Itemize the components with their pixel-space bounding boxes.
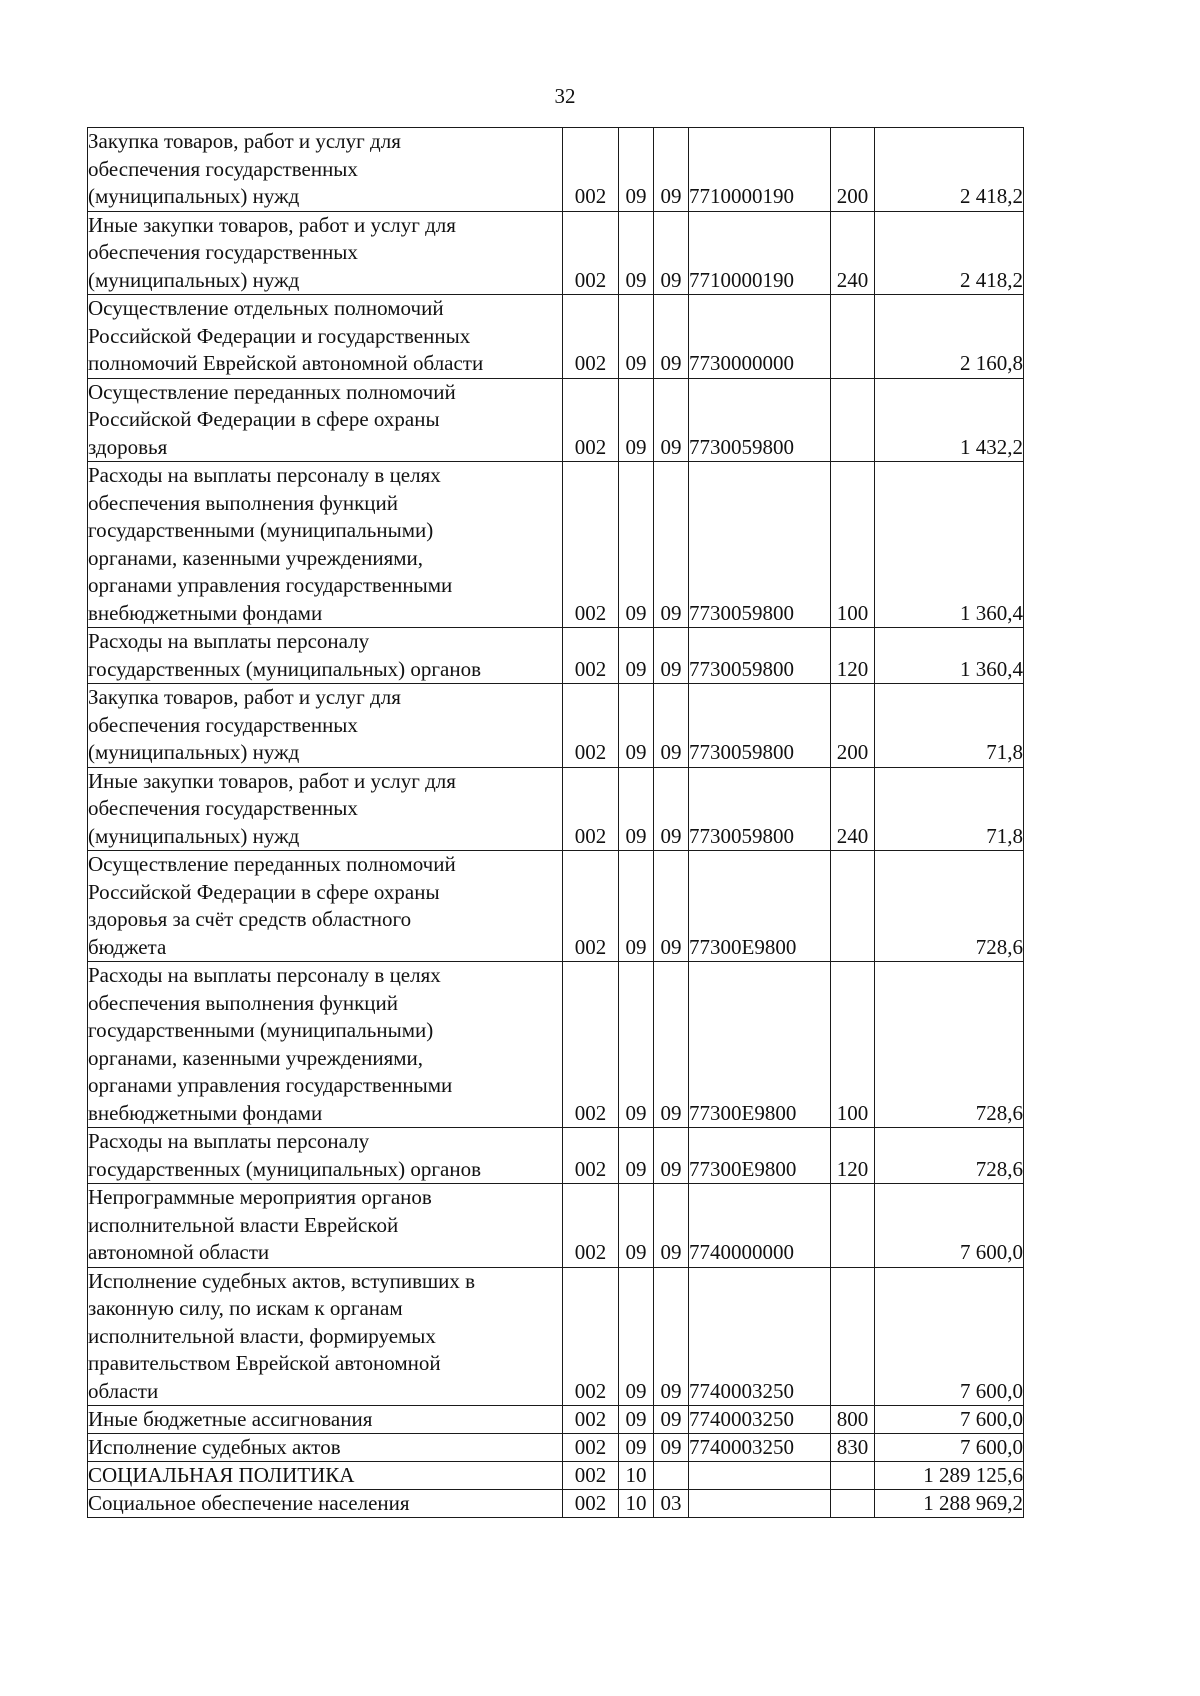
item-name-line: Осуществление отдельных полномочий	[88, 296, 444, 320]
item-name-cell	[88, 378, 563, 462]
razdel-cell: 10	[619, 1462, 654, 1490]
amount-cell: 1 360,4	[875, 628, 1024, 684]
podrazdel-cell: 09	[654, 962, 689, 1128]
item-name-line: правительством Еврейской автономной	[88, 1351, 441, 1375]
expense-type-cell: 100	[831, 962, 875, 1128]
razdel-cell: 09	[619, 295, 654, 379]
item-name-line: обеспечения государственных	[88, 156, 358, 181]
table-row	[88, 1490, 1024, 1518]
podrazdel-cell: 09	[654, 211, 689, 295]
expense-type-cell: 120	[831, 628, 875, 684]
item-name-cell	[88, 295, 563, 379]
item-name-line: органами управления государственными	[88, 1073, 453, 1097]
item-name-line: (муниципальных) нужд	[88, 184, 300, 208]
target-article-cell: 7740003250	[689, 1434, 831, 1462]
target-article-cell: 7740000000	[689, 1184, 831, 1268]
podrazdel-cell: 09	[654, 1406, 689, 1434]
vedomstvo-cell: 002	[563, 1406, 619, 1434]
item-name-cell	[88, 851, 563, 962]
item-name-cell	[88, 767, 563, 851]
amount-cell: 2 418,2	[875, 211, 1024, 295]
item-name-line: Расходы на выплаты персоналу	[88, 1129, 370, 1153]
item-name-cell	[88, 211, 563, 295]
amount-cell: 728,6	[875, 851, 1024, 962]
podrazdel-cell: 09	[654, 1128, 689, 1184]
vedomstvo-cell: 002	[563, 1462, 619, 1490]
amount-cell: 71,8	[875, 684, 1024, 768]
target-article-cell: 7730059800	[689, 767, 831, 851]
vedomstvo-cell: 002	[563, 684, 619, 768]
target-article-cell: 7730059800	[689, 462, 831, 628]
table-row	[88, 684, 1024, 768]
table-row	[88, 128, 1024, 212]
item-name-cell	[88, 1128, 563, 1184]
item-name-line: Иные бюджетные ассигнования	[88, 1407, 373, 1431]
table-row	[88, 767, 1024, 851]
razdel-cell: 10	[619, 1490, 654, 1518]
razdel-cell: 09	[619, 1128, 654, 1184]
razdel-cell: 09	[619, 1267, 654, 1406]
podrazdel-cell: 09	[654, 378, 689, 462]
razdel-cell: 09	[619, 628, 654, 684]
amount-cell: 728,6	[875, 962, 1024, 1128]
expense-type-cell: 240	[831, 767, 875, 851]
target-article-cell: 7730059800	[689, 684, 831, 768]
target-article-cell: 77300Е9800	[689, 851, 831, 962]
razdel-cell: 09	[619, 962, 654, 1128]
amount-cell: 7 600,0	[875, 1267, 1024, 1406]
target-article-cell: 7730059800	[689, 378, 831, 462]
item-name-line: обеспечения выполнения функций	[88, 990, 399, 1015]
item-name-line: внебюджетными фондами	[88, 600, 323, 625]
podrazdel-cell: 09	[654, 1184, 689, 1268]
item-name-line: Непрограммные мероприятия органов	[88, 1185, 432, 1209]
vedomstvo-cell: 002	[563, 128, 619, 212]
expense-type-cell	[831, 1490, 875, 1518]
amount-cell: 1 289 125,6	[875, 1462, 1024, 1490]
table-row	[88, 462, 1024, 628]
item-name-cell	[88, 1184, 563, 1268]
amount-cell: 2 160,8	[875, 295, 1024, 379]
amount-cell: 7 600,0	[875, 1434, 1024, 1462]
target-article-cell: 77300Е9800	[689, 962, 831, 1128]
podrazdel-cell: 09	[654, 462, 689, 628]
podrazdel-cell: 09	[654, 851, 689, 962]
item-name-cell	[88, 462, 563, 628]
item-name-line: Российской Федерации в сфере охраны	[88, 879, 440, 904]
budget-table	[87, 127, 1024, 1518]
table-row	[88, 1462, 1024, 1490]
razdel-cell: 09	[619, 684, 654, 768]
item-name-line: исполнительной власти Еврейской	[88, 1212, 399, 1237]
expense-type-cell: 120	[831, 1128, 875, 1184]
item-name-line: Исполнение судебных актов	[88, 1435, 341, 1459]
item-name-line: Осуществление переданных полномочий	[88, 379, 456, 404]
target-article-cell: 77300Е9800	[689, 1128, 831, 1184]
item-name-line: (муниципальных) нужд	[88, 267, 300, 292]
item-name-line: органами управления государственными	[88, 573, 453, 597]
podrazdel-cell: 09	[654, 128, 689, 212]
vedomstvo-cell: 002	[563, 211, 619, 295]
item-name-line: государственных (муниципальных) органов	[88, 656, 482, 681]
podrazdel-cell: 09	[654, 295, 689, 379]
expense-type-cell	[831, 295, 875, 379]
item-name-line: внебюджетными фондами	[88, 1100, 323, 1125]
item-name-line: (муниципальных) нужд	[88, 823, 300, 848]
item-name-line: Иные закупки товаров, работ и услуг для	[88, 212, 456, 237]
page-number: 32	[554, 84, 576, 108]
amount-cell: 728,6	[875, 1128, 1024, 1184]
item-name-cell	[88, 1434, 563, 1462]
item-name-line: Социальное обеспечение населения	[88, 1491, 410, 1515]
expense-type-cell: 100	[831, 462, 875, 628]
amount-cell: 1 432,2	[875, 378, 1024, 462]
item-name-cell	[88, 684, 563, 768]
item-name-line: законную силу, по искам к органам	[88, 1296, 403, 1320]
target-article-cell: 7740003250	[689, 1267, 831, 1406]
table-row	[88, 378, 1024, 462]
razdel-cell: 09	[619, 1184, 654, 1268]
item-name-line: Осуществление переданных полномочий	[88, 852, 456, 876]
podrazdel-cell: 09	[654, 1267, 689, 1406]
vedomstvo-cell: 002	[563, 1434, 619, 1462]
item-name-line: СОЦИАЛЬНАЯ ПОЛИТИКА	[88, 1463, 355, 1487]
item-name-line: обеспечения государственных	[88, 712, 358, 737]
razdel-cell: 09	[619, 1406, 654, 1434]
razdel-cell: 09	[619, 1434, 654, 1462]
podrazdel-cell: 09	[654, 628, 689, 684]
item-name-line: Иные закупки товаров, работ и услуг для	[88, 768, 456, 793]
item-name-line: бюджета	[88, 934, 167, 959]
vedomstvo-cell: 002	[563, 1490, 619, 1518]
expense-type-cell	[831, 1462, 875, 1490]
item-name-cell	[88, 1462, 563, 1490]
podrazdel-cell: 09	[654, 1434, 689, 1462]
expense-type-cell	[831, 378, 875, 462]
table-row	[88, 1406, 1024, 1434]
item-name-cell	[88, 128, 563, 212]
item-name-line: обеспечения государственных	[88, 796, 358, 820]
expense-type-cell: 200	[831, 684, 875, 768]
table-row	[88, 851, 1024, 962]
target-article-cell	[689, 1490, 831, 1518]
table-row	[88, 1128, 1024, 1184]
item-name-line: здоровья за счёт средств областного	[88, 907, 412, 931]
item-name-line: Российской Федерации в сфере охраны	[88, 407, 440, 431]
budget-table-body	[88, 128, 1024, 1518]
razdel-cell: 09	[619, 128, 654, 212]
podrazdel-cell: 03	[654, 1490, 689, 1518]
table-row	[88, 1267, 1024, 1406]
item-name-line: Российской Федерации и государственных	[88, 323, 471, 348]
razdel-cell: 09	[619, 851, 654, 962]
item-name-line: полномочий Еврейской автономной области	[88, 351, 484, 375]
target-article-cell: 7740003250	[689, 1406, 831, 1434]
table-row	[88, 295, 1024, 379]
vedomstvo-cell: 002	[563, 1128, 619, 1184]
amount-cell: 2 418,2	[875, 128, 1024, 212]
table-row	[88, 962, 1024, 1128]
vedomstvo-cell: 002	[563, 851, 619, 962]
item-name-line: автономной области	[88, 1240, 270, 1264]
item-name-cell	[88, 1490, 563, 1518]
podrazdel-cell	[654, 1462, 689, 1490]
expense-type-cell	[831, 1184, 875, 1268]
item-name-line: Расходы на выплаты персоналу в целях	[88, 463, 441, 487]
expense-type-cell: 830	[831, 1434, 875, 1462]
amount-cell: 1 288 969,2	[875, 1490, 1024, 1518]
target-article-cell: 7710000190	[689, 128, 831, 212]
item-name-line: Закупка товаров, работ и услуг для	[88, 685, 401, 709]
vedomstvo-cell: 002	[563, 628, 619, 684]
item-name-line: Расходы на выплаты персоналу в целях	[88, 963, 441, 987]
vedomstvo-cell: 002	[563, 1267, 619, 1406]
expense-type-cell: 800	[831, 1406, 875, 1434]
item-name-line: здоровья	[88, 434, 168, 459]
razdel-cell: 09	[619, 767, 654, 851]
item-name-line: исполнительной власти, формируемых	[88, 1323, 436, 1348]
vedomstvo-cell: 002	[563, 1184, 619, 1268]
item-name-line: органами, казенными учреждениями,	[88, 545, 424, 570]
amount-cell: 7 600,0	[875, 1184, 1024, 1268]
vedomstvo-cell: 002	[563, 462, 619, 628]
table-row	[88, 628, 1024, 684]
item-name-line: Расходы на выплаты персоналу	[88, 629, 370, 653]
vedomstvo-cell: 002	[563, 378, 619, 462]
target-article-cell: 7730000000	[689, 295, 831, 379]
expense-type-cell: 240	[831, 211, 875, 295]
table-row	[88, 1434, 1024, 1462]
razdel-cell: 09	[619, 378, 654, 462]
item-name-line: обеспечения государственных	[88, 240, 358, 264]
target-article-cell: 7730059800	[689, 628, 831, 684]
vedomstvo-cell: 002	[563, 962, 619, 1128]
item-name-line: государственных (муниципальных) органов	[88, 1156, 482, 1181]
expense-type-cell	[831, 851, 875, 962]
item-name-cell	[88, 1267, 563, 1406]
amount-cell: 71,8	[875, 767, 1024, 851]
target-article-cell: 7710000190	[689, 211, 831, 295]
item-name-cell	[88, 628, 563, 684]
item-name-line: государственными (муниципальными)	[88, 1018, 434, 1042]
item-name-line: органами, казенными учреждениями,	[88, 1045, 424, 1070]
item-name-line: области	[88, 1378, 159, 1403]
item-name-line: (муниципальных) нужд	[88, 740, 300, 764]
razdel-cell: 09	[619, 462, 654, 628]
item-name-line: Исполнение судебных актов, вступивших в	[88, 1268, 476, 1293]
item-name-cell	[88, 962, 563, 1128]
expense-type-cell: 200	[831, 128, 875, 212]
amount-cell: 1 360,4	[875, 462, 1024, 628]
target-article-cell	[689, 1462, 831, 1490]
table-row	[88, 211, 1024, 295]
vedomstvo-cell: 002	[563, 767, 619, 851]
podrazdel-cell: 09	[654, 767, 689, 851]
item-name-cell	[88, 1406, 563, 1434]
expense-type-cell	[831, 1267, 875, 1406]
table-row	[88, 1184, 1024, 1268]
item-name-line: обеспечения выполнения функций	[88, 490, 399, 515]
amount-cell: 7 600,0	[875, 1406, 1024, 1434]
vedomstvo-cell: 002	[563, 295, 619, 379]
item-name-line: Закупка товаров, работ и услуг для	[88, 129, 401, 153]
item-name-line: государственными (муниципальными)	[88, 518, 434, 542]
razdel-cell: 09	[619, 211, 654, 295]
podrazdel-cell: 09	[654, 684, 689, 768]
